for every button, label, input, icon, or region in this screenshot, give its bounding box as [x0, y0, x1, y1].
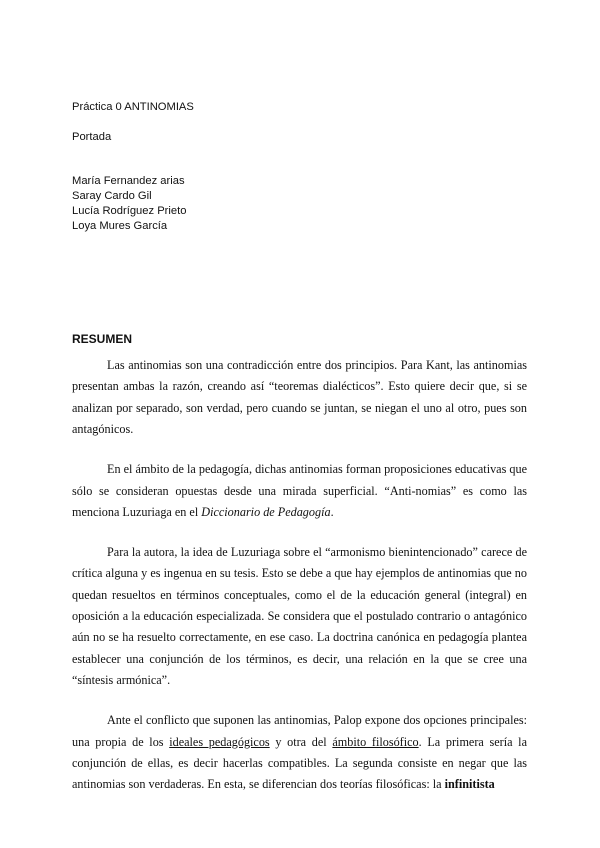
paragraph-3: Para la autora, la idea de Luzuriaga sobre el “armonismo bienintencionado” carece de crítica alguna y es ingenua en su tesis. Esto se debe a que hay ejemplos de antinomias que no quedan resueltos en términos conceptuales, como el de la educación general (integral) en oposición a la educación especializada. Se considera que el postulado contrario o antagónico aún no se ha resuelto correctamente, en ese caso. La doctrina canónica en pedagogía plantea establecer una conjunción de los términos, es decir, una relación en la que se cree una “síntesis armónica”. [72, 544, 527, 688]
paragraph-4-text-b: y otra del [269, 734, 333, 749]
bold-term: infinitista [444, 777, 495, 792]
paragraph-4-text-a: Ante el conflicto que suponen las antinomias, Palop expone dos opciones principales: una propia de los [72, 713, 527, 749]
book-title: Diccionario de Pedagogía [201, 504, 331, 519]
paragraph-4 [72, 710, 527, 796]
underlined-term: ideales pedagógicos [169, 734, 270, 749]
resumen-body [72, 355, 527, 814]
paragraph-4-text-c: . La primera sería la conjunción de ellas, es decir hacerlas compatibles. La segunda consiste en negar que las antinomias son verdaderas. En esta, se diferencian dos teorías filosóficas: la [72, 734, 527, 792]
paragraph-1: Las antinomias son una contradicción entre dos principios. Para Kant, las antinomias presentan ambas la razón, creando así “teoremas dialécticos”. Esto quiere decir que, si se analizan por separado, son verdad, pero cuando se juntan, se niegan el uno al otro, pues son antagónicos. [72, 358, 527, 437]
author-name: Saray Cardo Gil [72, 190, 152, 202]
paragraph-2-end: . [330, 504, 334, 519]
author-name: María Fernandez arias [72, 175, 185, 187]
section-heading: RESUMEN [72, 332, 133, 346]
document-title: Práctica 0 ANTINOMIAS [72, 101, 194, 113]
underlined-term: ámbito filosófico [332, 734, 419, 749]
paragraph-2-text: En el ámbito de la pedagogía, dichas antinomias forman proposiciones educativas que sólo se consideran opuestas desde una mirada superficial. “Anti-nomias” es como las menciona Luzuriaga en el [72, 462, 527, 519]
author-name: Lucía Rodríguez Prieto [72, 205, 187, 217]
paragraph-2 [72, 459, 527, 523]
cover-label: Portada [72, 131, 112, 143]
author-name: Loya Mures García [72, 220, 168, 232]
